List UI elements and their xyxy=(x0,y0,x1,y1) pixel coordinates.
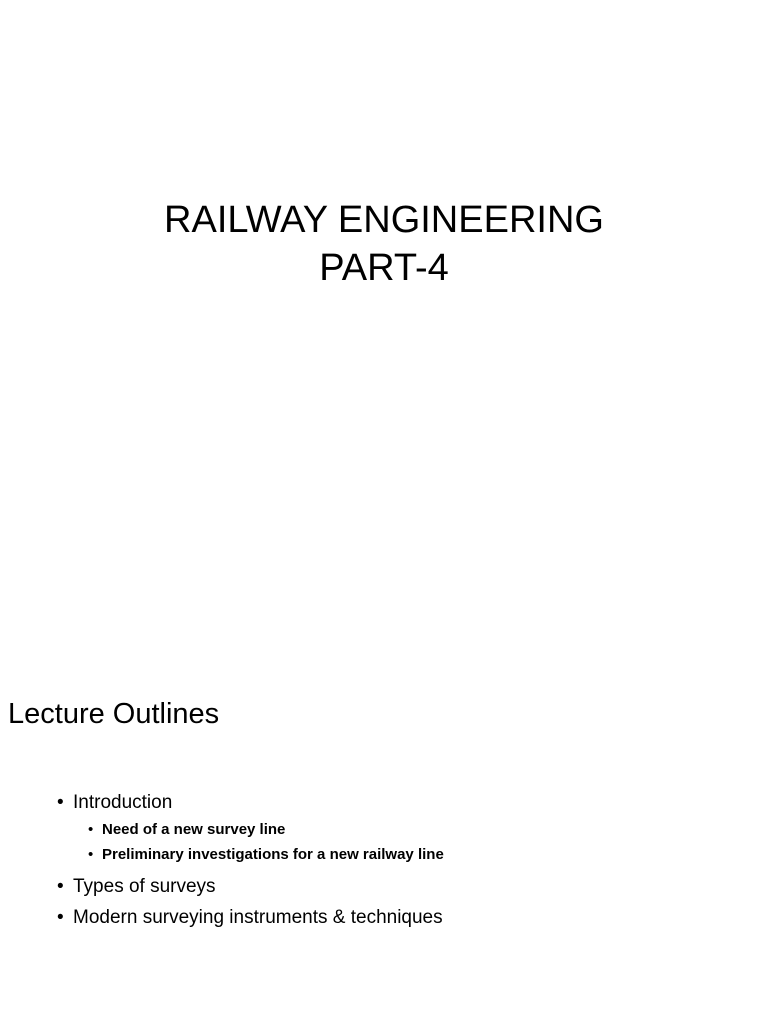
outline-list xyxy=(0,791,768,930)
title-line-2: PART-4 xyxy=(319,247,449,289)
slide-title xyxy=(0,196,768,292)
sub-item-need-survey-line: • Need of a new survey line xyxy=(0,819,768,840)
outline-heading: Lecture Outlines xyxy=(8,698,220,730)
title-line-1: RAILWAY ENGINEERING xyxy=(164,199,604,241)
list-item-modern-instruments: • Modern surveying instruments & techniques xyxy=(0,906,768,930)
sub-item-preliminary-investigations: • Preliminary investigations for a new railway line xyxy=(0,844,768,865)
list-item-introduction: • Introduction xyxy=(0,791,768,815)
list-item-types-of-surveys: • Types of surveys xyxy=(0,875,768,899)
outline-slide xyxy=(0,640,768,1024)
